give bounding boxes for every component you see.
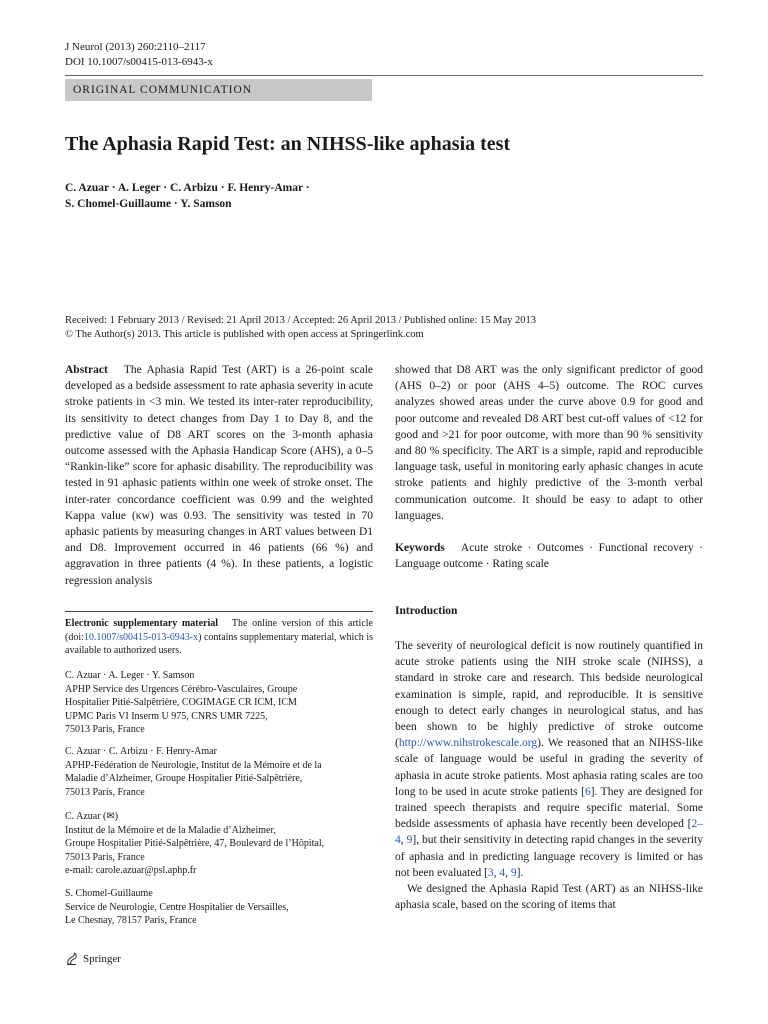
- ref-link[interactable]: 9: [510, 866, 517, 879]
- affiliation-block: [65, 810, 373, 878]
- esm-label: Electronic supplementary material: [65, 618, 219, 629]
- intro-text: ,: [505, 866, 511, 879]
- journal-citation: J Neurol (2013) 260:2110–2117: [65, 41, 206, 53]
- ref-link[interactable]: 4: [499, 866, 506, 879]
- dates-line: Received: 1 February 2013 / Revised: 21 April 2013 / Accepted: 26 April 2013 / Published online: 15 May 2013: [65, 315, 536, 326]
- affiliation-line: 75013 Paris, France: [65, 724, 145, 735]
- publication-dates: [65, 314, 536, 342]
- affiliation-names: C. Azuar · A. Leger · Y. Samson: [65, 670, 195, 681]
- affiliation-line: APHP Service des Urgences Cérébro-Vasculaires, Groupe: [65, 683, 298, 695]
- copyright-line: © The Author(s) 2013. This article is published with open access at Springerlink.com: [65, 329, 424, 340]
- esm-doi-link[interactable]: 10.1007/s00415-013-6943-x: [83, 631, 199, 643]
- esm-note: [65, 617, 373, 658]
- esm-text: The online version of this article (doi:: [65, 618, 373, 643]
- ref-link[interactable]: 3: [487, 866, 494, 879]
- author-list: [65, 180, 310, 212]
- abstract-left: [65, 362, 373, 589]
- abstract-label: Abstract: [65, 364, 108, 376]
- affiliation-line: Maladie d’Alzheimer, Groupe Hospitalier Pitié-Salpêtrière,: [65, 773, 303, 784]
- introduction-heading: Introduction: [395, 605, 458, 617]
- publisher-footer: [65, 952, 121, 966]
- springer-logo-icon: [65, 952, 79, 966]
- intro-paragraph-1: [395, 638, 703, 881]
- affiliation-line: Le Chesnay, 78157 Paris, France: [65, 915, 197, 926]
- keywords-text: Acute stroke · Outcomes · Functional recovery · Language outcome · Rating scale: [395, 542, 703, 571]
- affiliation-names: C. Azuar (✉): [65, 811, 119, 822]
- header-rule: [65, 75, 703, 76]
- affiliation-line: UPMC Paris VI Inserm U 975, CNRS UMR 7225,: [65, 710, 268, 722]
- esm-text: ) contains supplementary material, which is available to authorized users.: [65, 631, 373, 656]
- doi-line: DOI 10.1007/s00415-013-6943-x: [65, 56, 213, 68]
- section-tag: ORIGINAL COMMUNICATION: [65, 79, 372, 101]
- intro-text: ,: [400, 834, 407, 847]
- affiliation-names: C. Azuar · C. Arbizu · F. Henry-Amar: [65, 746, 217, 757]
- ref-link[interactable]: 9: [406, 834, 413, 847]
- affiliation-line: 75013 Paris, France: [65, 786, 145, 798]
- affiliation-names: S. Chomel-Guillaume: [65, 888, 153, 899]
- abstract-right: [395, 362, 703, 572]
- affiliation-line: 75013 Paris, France: [65, 851, 145, 863]
- affiliation-line: Institut de la Mémoire et de la Maladie d’Alzheimer,: [65, 824, 276, 836]
- intro-paragraph-2: We designed the Aphasia Rapid Test (ART) as an NIHSS-like aphasia scale, based on the scoring of items that: [395, 883, 703, 912]
- ref-link[interactable]: 2–4: [395, 818, 703, 847]
- article-title: The Aphasia Rapid Test: an NIHSS-like aphasia test: [65, 133, 511, 155]
- intro-text: The severity of neurological deficit is now routinely quantified in acute stroke patients using the NIH stroke scale (NIHSS), a standard in stroke care and research. This bedside neurological examination is simple, rapid, and reproducible. It is sensitive enough to detect early changes in neurological status, and has been shown to be highly predictive of stroke outcome (: [395, 640, 703, 750]
- publisher-name: Springer: [83, 953, 121, 965]
- intro-text: ,: [493, 866, 500, 879]
- ref-link[interactable]: 6: [584, 785, 591, 798]
- affiliation-block: [65, 887, 373, 928]
- authors-line-2: S. Chomel-Guillaume · Y. Samson: [65, 198, 232, 210]
- affiliation-line: Groupe Hospitalier Pitié-Salpêtrière, 47, Boulevard de l’Hôpital,: [65, 838, 325, 849]
- intro-text: ). We reasoned that an NIHSS-like scale of language would be useful in grading the severity of aphasia in acute stroke patients. Most aphasia rating scales are too long to be used in acute stroke patients [: [395, 737, 703, 798]
- intro-text: ].: [516, 866, 524, 879]
- introduction-body: [395, 638, 703, 913]
- intro-text: ], but their sensitivity in detecting rapid changes in the severity of aphasia and in predicting language recovery is limited or has not been evaluated [: [395, 834, 704, 879]
- abstract-text-right: showed that D8 ART was the only significant predictor of good (AHS 0–2) or poor (AHS 4–5) outcome. The ROC curves analyzes showed areas under the curve above 0.9 for good and poor outcome and revealed D8 ART best cut-off values of <12 for good and >21 for poor outcome, with more than 90 % sensitivity and 80 % specificity. The ART is a simple, rapid and reproducible language task, useful in monitoring early aphasic changes in acute stroke patients and highly predictive of the 3-month verbal communication outcome. It should be easy to adapt to other languages.: [395, 364, 703, 522]
- authors-line-1: C. Azuar · A. Leger · C. Arbizu · F. Henry-Amar ·: [65, 182, 310, 194]
- intro-text: ]. They are designed for trained speech therapists and require specific material. Some bedside assessments of aphasia have recently been developed [: [395, 785, 704, 831]
- affiliation-line: Hospitalier Pitié-Salpêtrière, COGIMAGE CR ICM, ICM: [65, 697, 297, 708]
- keywords-label: Keywords: [395, 542, 445, 555]
- footnote-rule: [65, 611, 373, 612]
- nihss-link[interactable]: http://www.nihstrokescale.org: [398, 737, 538, 750]
- affiliation-block: [65, 669, 373, 737]
- affiliation-line: Service de Neurologie, Centre Hospitalier de Versailles,: [65, 901, 289, 913]
- affiliation-block: [65, 745, 373, 799]
- abstract-text-left: The Aphasia Rapid Test (ART) is a 26-point scale developed as a bedside assessment to rate aphasia severity in acute stroke patients in <3 min. We tested its inter-rater reproducibility, its sensitivity to detect changes from Day 1 to Day 8, and the predictive value of D8 ART scores on the 3-month aphasia outcome assessed with the Aphasia Handicap Score (AHS), a 0–5 “Rankin-like” score for aphasic disability. The reproducibility was tested in 91 aphasic patients within one week of stroke onset. The inter-rater concordance coefficient was 0.99 and the weighted Kappa value (κw) was 0.93. The sensitivity was tested in 70 aphasic patients by measuring changes in ART values between D1 and D8. Improvement occurred in 46 patients (66 %) and aggravation in three patients (4 %). In these patients, a logistic regression analysis: [65, 364, 373, 587]
- email-line[interactable]: e-mail: carole.azuar@psl.aphp.fr: [65, 865, 197, 876]
- affiliation-line: APHP-Fédération de Neurologie, Institut de la Mémoire et de la: [65, 759, 322, 771]
- journal-header: [65, 40, 213, 70]
